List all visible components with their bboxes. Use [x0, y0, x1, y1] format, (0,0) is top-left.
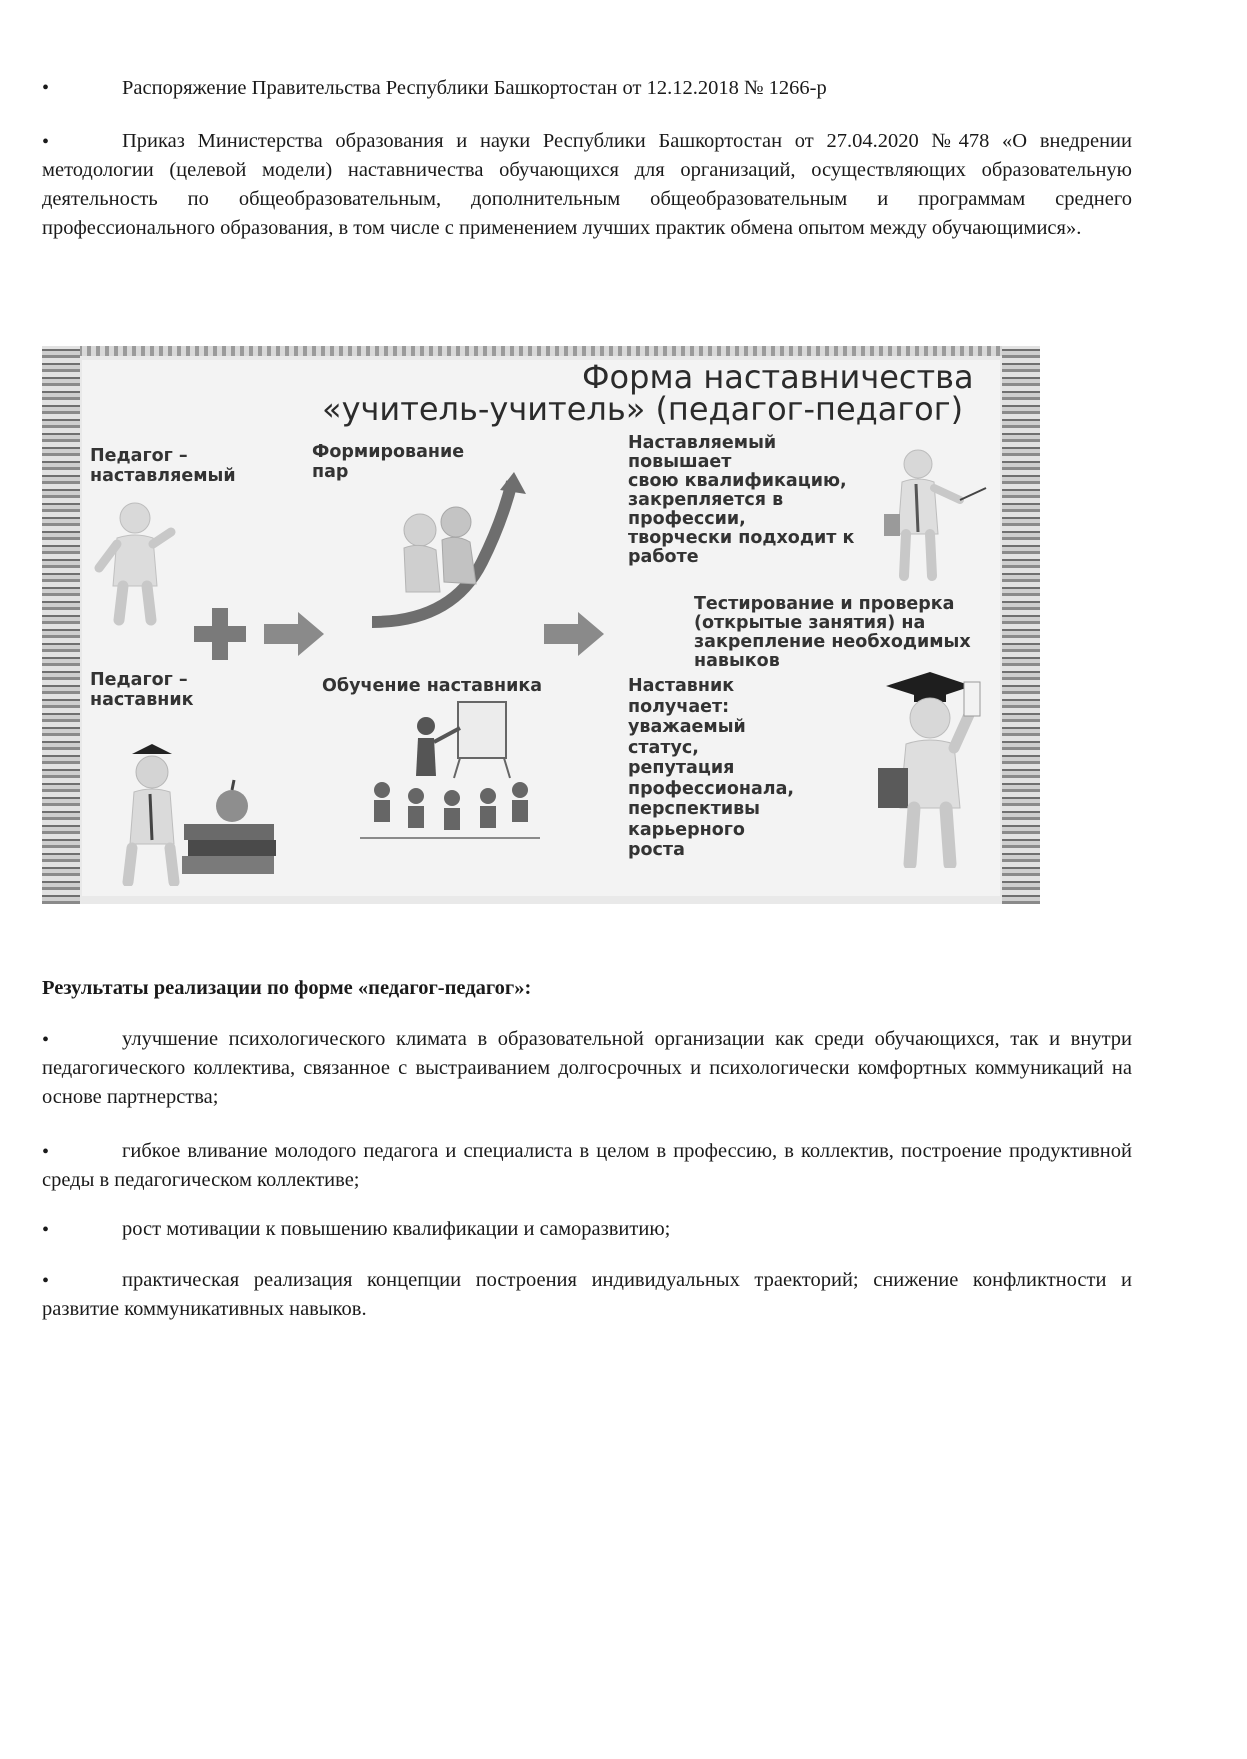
ornament-border-left — [42, 346, 80, 904]
mentee-result: Наставляемый повышает свою квалификацию, закрепляется в профессии, творчески подходит к работе — [628, 433, 855, 567]
arrow-right-icon-2 — [544, 612, 604, 656]
training-label: Обучение наставника — [322, 676, 543, 696]
ornament-border-right — [1002, 346, 1040, 904]
mentor-books-icon — [92, 736, 282, 886]
mentor-label: Педагог – наставник — [90, 670, 194, 710]
plus-icon — [194, 608, 246, 660]
decree-text: Распоряжение Правительства Республики Башкортостан от 12.12.2018 № 1266-р — [122, 77, 827, 99]
mentee-label: Педагог – наставляемый — [90, 446, 236, 486]
result-bullet-3: • — [42, 1219, 50, 1241]
mentorship-infographic — [42, 346, 1040, 904]
order-text: Приказ Министерства образования и науки Республики Башкортостан от 27.04.2020 №478 «О внедрении методологии (целевой модели) наставничества обучающихся для организаций, осуществляющих образовательную деятельность по общеобразовательным, дополнительным общеобразовательным и программам среднего профессионального образования, в том числе с применением лучших практик обмена опытом между обучающимися». — [42, 130, 1132, 239]
graduate-figure-icon — [868, 668, 998, 868]
pairing-label: Формирование пар — [312, 442, 465, 482]
result-bullet-4: • — [42, 1270, 50, 1292]
results-heading: Результаты реализации по форме «педагог-педагог»: — [42, 977, 532, 999]
bullet-2: • — [42, 131, 50, 153]
result-item-1 — [42, 1025, 1132, 1112]
bullet-1: • — [42, 77, 50, 99]
result-item-2 — [42, 1137, 1132, 1195]
result-text-1: улучшение психологического климата в образовательной организации как среди обучающихся, так и внутри педагогического коллектива, связанное с выстраиванием долгосрочных и психологически комфортных коммуникаций на основе партнерства; — [42, 1028, 1132, 1108]
result-bullet-2: • — [42, 1141, 50, 1163]
result-item-3 — [42, 1215, 1132, 1244]
result-bullet-1: • — [42, 1029, 50, 1051]
lecture-group-icon — [360, 698, 540, 848]
infographic-title-line1: Форма наставничества — [582, 358, 974, 396]
ornament-border-top — [42, 346, 1040, 356]
result-text-4: практическая реализация концепции построения индивидуальных траекторий; снижение конфликтности и развитие коммуникативных навыков. — [42, 1269, 1132, 1320]
testing-label: Тестирование и проверка (открытые занятия) на закрепление необходимых навыков — [694, 594, 971, 671]
teacher-pointer-icon — [880, 444, 990, 584]
infographic-title-line2: «учитель-учитель» (педагог-педагог) — [322, 390, 964, 428]
result-text-2: гибкое вливание молодого педагога и специалиста в целом в профессию, в коллектив, построение продуктивной среды в педагогическом коллективе; — [42, 1140, 1132, 1191]
pair-climbing-arrow-icon — [362, 472, 532, 632]
mentor-result: Наставник получает: уважаемый статус, репутация профессионала, перспективы карьерного роста — [628, 676, 795, 860]
result-item-4 — [42, 1266, 1132, 1324]
order-paragraph — [42, 127, 1132, 243]
result-text-3: рост мотивации к повышению квалификации и саморазвитию; — [122, 1218, 671, 1240]
mentee-figure-icon — [87, 496, 177, 626]
arrow-right-icon-1 — [264, 612, 324, 656]
decree-paragraph — [42, 74, 1132, 103]
